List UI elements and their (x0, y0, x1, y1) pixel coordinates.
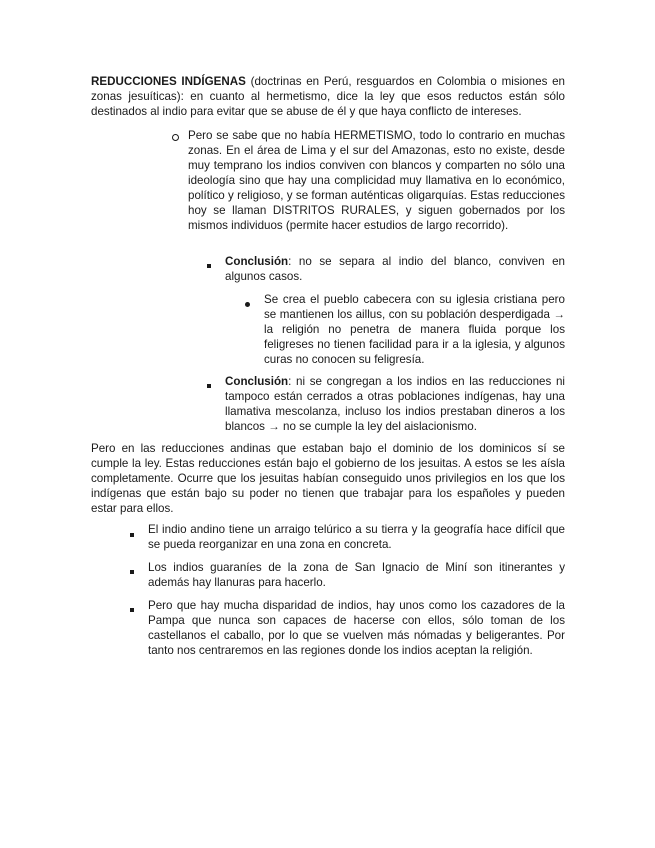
circle-bullet-icon (172, 131, 179, 146)
conclusion1-item (225, 254, 565, 284)
conclusion1-label: Conclusión (225, 255, 289, 268)
bullet-item (148, 560, 565, 590)
intro-text: (doctrinas en Perú, resguardos en Colombia o misiones en zonas jesuíticas): en cuanto al hermetismo, dice la ley que esos reductos están sólo destinados al indio para evitar que se abuse de él y que haya conflicto de intereses. (91, 75, 566, 118)
bullet-item (148, 522, 565, 552)
conclusion1-text: : no se separa al indio del blanco, conviven en algunos casos. (225, 255, 565, 283)
bullet-text: Los indios guaraníes de la zona de San Ignacio de Miní son itinerantes y además hay llanuras para hacerlo. (148, 561, 565, 589)
bullet-item (148, 598, 565, 658)
square-bullet-icon (130, 527, 134, 542)
level1-text: Pero se sabe que no había HERMETISMO, todo lo contrario en muchas zonas. En el área de Lima y el sur del Amazonas, esto no existe, desde muy temprano los indios conviven con blancos y comparten no sólo una ideología sino que hay una complicidad muy llamativa en lo económico, político y religioso, y se forman auténticas oligarquías. Estas reducciones hoy se llaman DISTRITOS RURALES, y siguen gobernados por los mismos individuos (permite hacer estudios de largo recorrido). (188, 129, 565, 232)
bullet-text: El indio andino tiene un arraigo telúrico a su tierra y la geografía hace difícil que se pueda reorganizar en una zona en concreta. (148, 523, 565, 551)
square-bullet-icon (130, 564, 134, 579)
conclusion2-text: : ni se congregan a los indios en las reducciones ni tampoco están cerrados a otras poblaciones indígenas, hay una llamativa mescolanza, incluso los indios prestaban dineros a los blancos → no se cumple la ley del aislacionismo. (225, 375, 565, 433)
conclusion2-label: Conclusión (225, 375, 289, 388)
square-bullet-icon (207, 258, 211, 273)
second-paragraph (91, 441, 565, 516)
level1-item (188, 128, 565, 233)
conclusion2-item (225, 374, 565, 434)
intro-heading: REDUCCIONES INDÍGENAS (91, 75, 246, 88)
intro-paragraph (91, 74, 565, 119)
bullet-text: Pero que hay mucha disparidad de indios, hay unos como los cazadores de la Pampa que nunca son capaces de hacerse con ellos, sólo toman de los castellanos el caballo, por lo que se vuelven más nómadas y beligerantes. Por tanto nos centraremos en las regiones donde los indios aceptan la religión. (148, 599, 565, 657)
level3-text: Se crea el pueblo cabecera con su iglesia cristiana pero se mantienen los aillus, con su población desperdigada → la religión no penetra de manera fluida porque los feligreses no tienen facilidad para ir a la iglesia, y algunos curas no conocen su feligresía. (264, 293, 565, 366)
square-bullet-icon (207, 378, 211, 393)
para2-text: Pero en las reducciones andinas que estaban bajo el dominio de los dominicos sí se cumple la ley. Estas reducciones están bajo el gobierno de los jesuitas. A estos se les aísla completamente. Ocurre que los jesuitas habían conseguido unos privilegios en los que los indígenas que están bajo su poder no tienen que trabajar para los españoles y pueden estar para ellos. (91, 442, 565, 515)
square-bullet-icon (130, 602, 134, 617)
level3-item (264, 292, 565, 367)
dot-bullet-icon (245, 297, 250, 312)
